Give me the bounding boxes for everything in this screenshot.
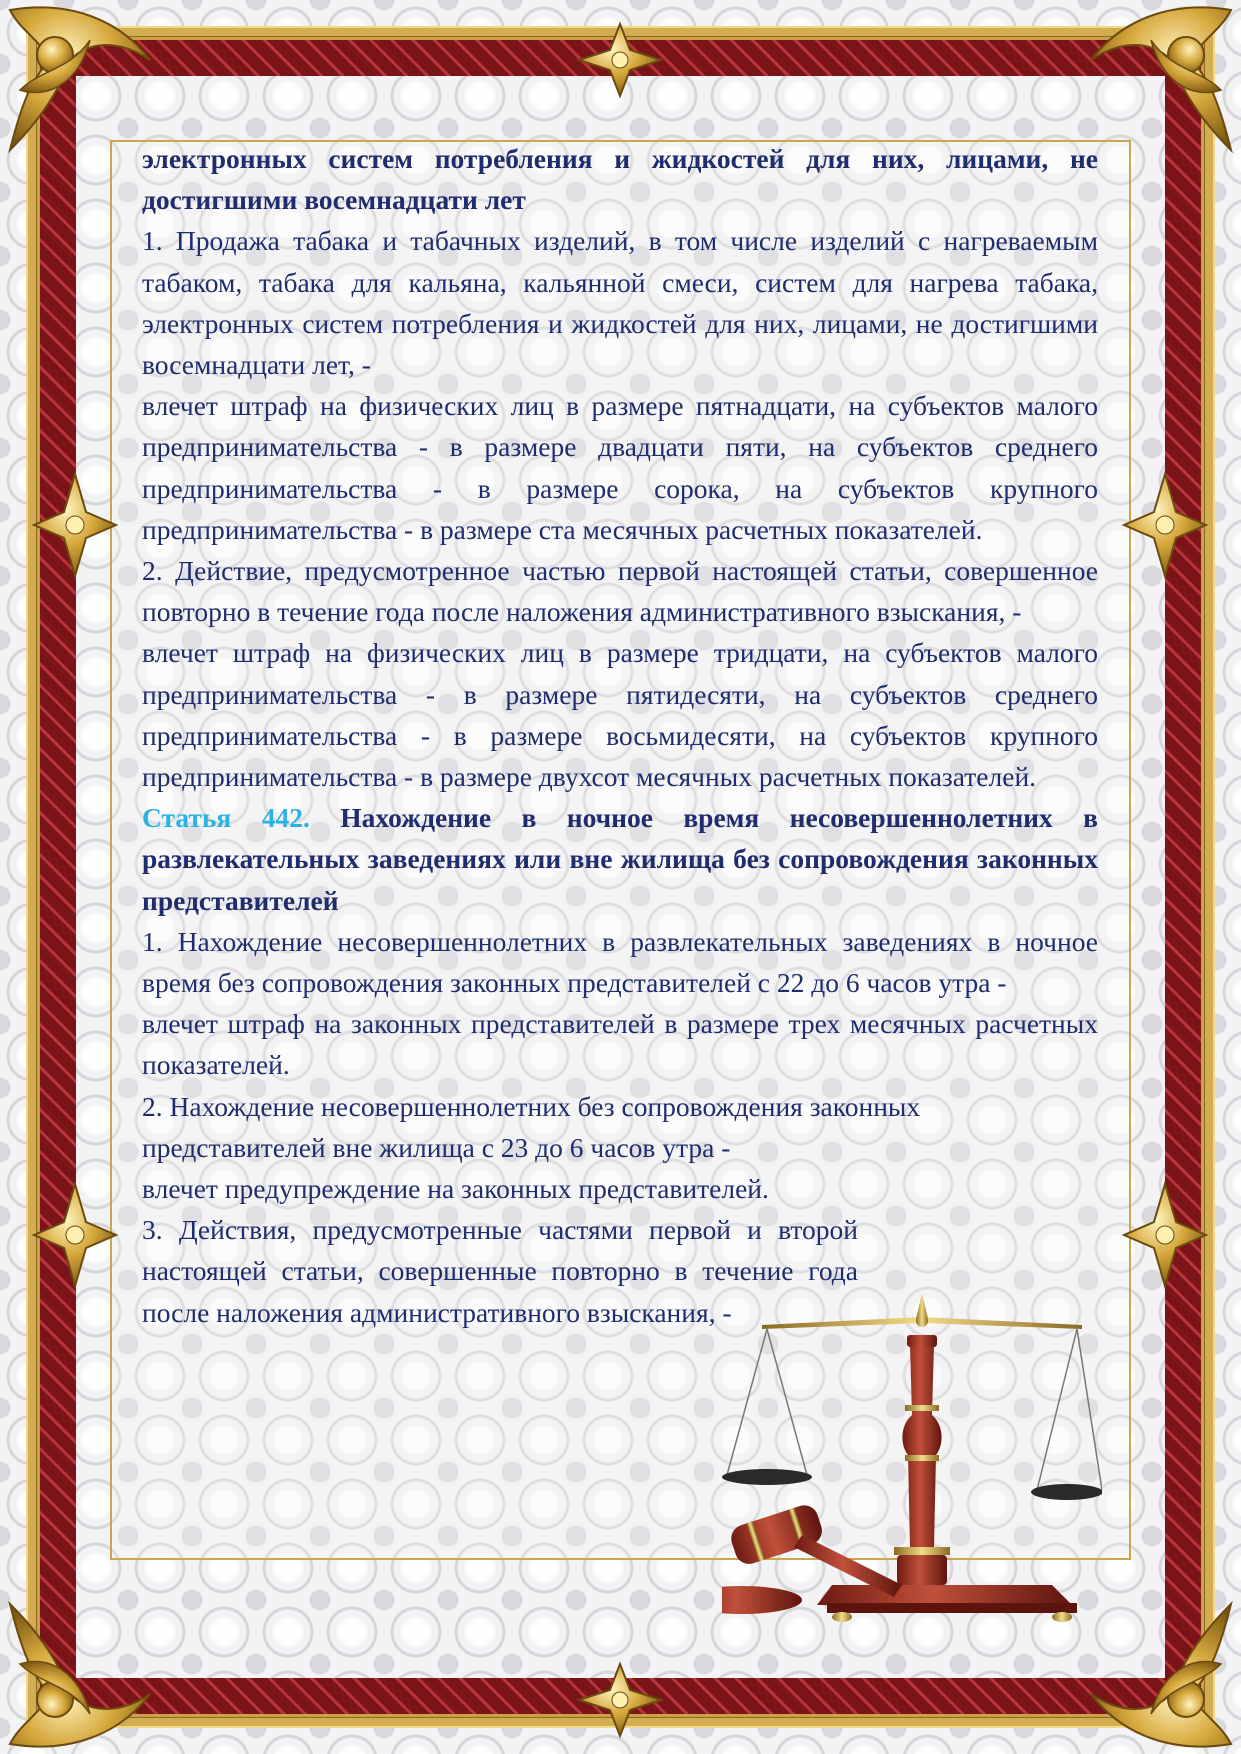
left-medallion-icon [30, 1180, 120, 1290]
bottom-medallion-icon [575, 1660, 665, 1740]
article-442-part-1: 1. Нахождение несовершеннолетних в развлекательных заведениях в ночное время без сопровождения законных представителей с 22 до 6 часов утра - [142, 925, 1098, 999]
article-part-2: 2. Действие, предусмотренное частью первой настоящей статьи, совершенное повторно в течение года после наложения административного взыскания, - [142, 555, 1098, 628]
article-part-2-penalty: влечет штраф на физических лиц в размере тридцати, на субъектов малого предпринимательства - в размере пятидесяти, на субъектов среднего предпринимательства - в размере восьмидесяти, на субъектов крупного предпринимательства - в размере двухсот месячных расчетных показателей. [142, 637, 1098, 793]
article-442-part-1-penalty: влечет штраф на законных представителей в размере трех месячных расчетных показателей. [142, 1008, 1098, 1081]
article-442-part-2-line-2: представителей вне жилища с 23 до 6 часов утра - [142, 1131, 731, 1163]
article-442-part-2-line-1: 2. Нахождение несовершеннолетних без сопровождения законных [142, 1090, 921, 1122]
article-title: Нахождение в ночное время несовершеннолетних в развлекательных заведениях или вне жилища без сопровождения законных представителей [142, 802, 1099, 916]
right-medallion-icon [1120, 470, 1210, 580]
left-medallion-icon [30, 470, 120, 580]
right-medallion-icon [1120, 1180, 1210, 1290]
article-442-part-3: 3. Действия, предусмотренные частями первой и второй настоящей статьи, совершенные повторно в течение года после наложения административного взыскания, - [142, 1214, 858, 1328]
scales-of-justice-and-gavel-icon [722, 1285, 1102, 1625]
article-part-1-penalty: влечет штраф на физических лиц в размере пятнадцати, на субъектов малого предпринимательства - в размере двадцати пяти, на субъектов среднего предпринимательства - в размере сорока, на субъектов крупного предпринимательства - в размере ста месячных расчетных показателей. [142, 390, 1098, 545]
article-442-heading [142, 797, 1098, 921]
article-number: Статья 442. [142, 802, 310, 834]
document-body [142, 138, 1098, 1333]
heading-continuation: электронных систем потребления и жидкостей для них, лицами, не достигшими восемнадцати лет [142, 143, 1098, 216]
article-442-part-2-penalty: влечет предупреждение на законных представителей. [142, 1173, 769, 1205]
corner-ornament-icon [0, 1584, 170, 1754]
article-part-1: 1. Продажа табака и табачных изделий, в том числе изделий с нагреваемым табаком, табака для кальяна, кальянной смеси, систем для нагрева табака, электронных систем потребления и жидкостей для них, лицами, не достигшими восемнадцати лет, - [142, 225, 1098, 381]
top-medallion-icon [575, 20, 665, 100]
